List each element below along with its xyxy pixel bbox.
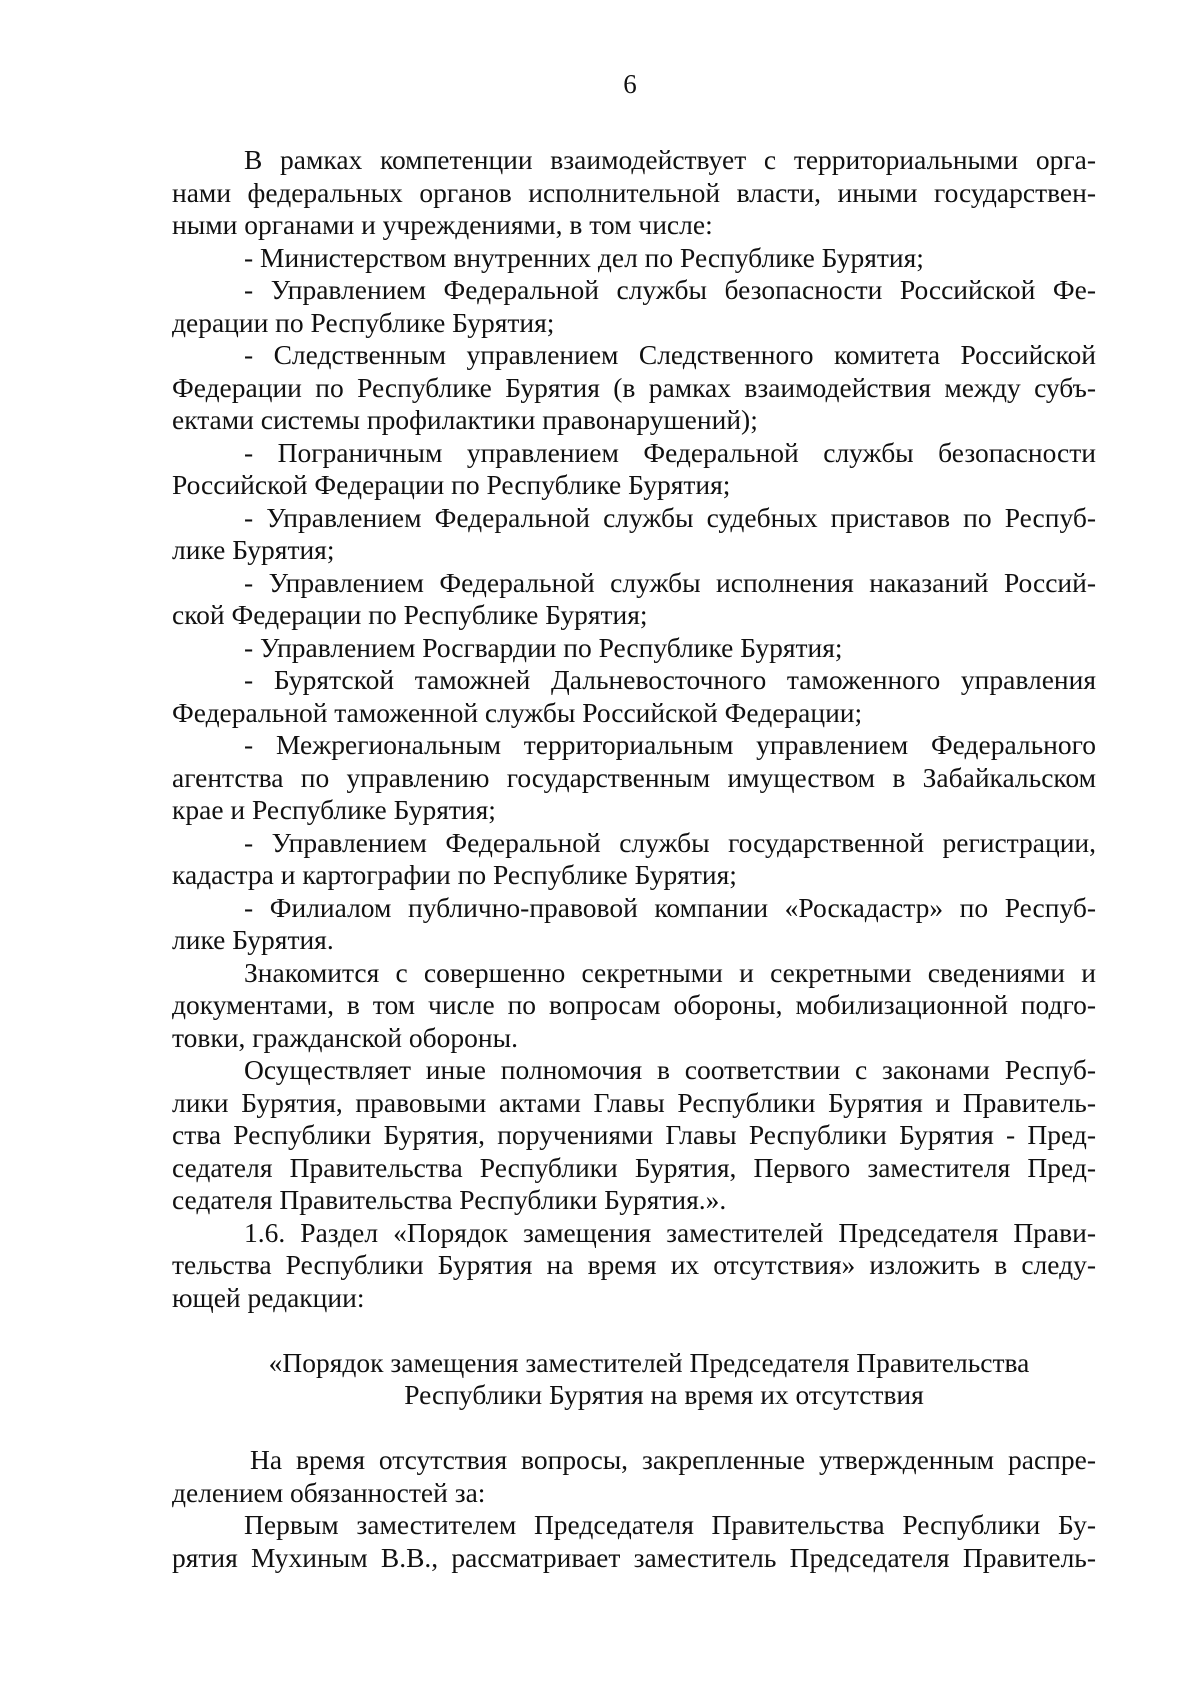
text-line: ской Федерации по Республике Бурятия; — [172, 599, 648, 630]
text-line: ектами системы профилактики правонарушений); — [172, 404, 758, 435]
text-line: седателя Правительства Республики Бурятия, Первого заместителя Пред- — [172, 1151, 1096, 1183]
text-line: ными органами и учреждениями, в том числе: — [172, 209, 713, 240]
section-title-line: Республики Бурятия на время их отсутствия — [404, 1379, 924, 1410]
page-number: 6 — [623, 69, 637, 99]
text-line: рятия Мухиным В.В., рассматривает заместитель Председателя Правитель- — [172, 1541, 1096, 1573]
list-item: - Филиалом публично-правовой компании «Роскадастр» по Респуб- — [244, 891, 1096, 923]
text-line: ства Республики Бурятия, поручениями Главы Республики Бурятия - Пред- — [172, 1119, 1096, 1150]
text-line: товки, гражданской обороны. — [172, 1021, 518, 1053]
text-line: лике Бурятия; — [172, 534, 335, 565]
spacer — [172, 1314, 1096, 1347]
text-line: агентства по управлению государственным имуществом в Забайкальском — [172, 761, 1096, 793]
text-line: Российской Федерации по Республике Бурятия; — [172, 469, 731, 500]
text-line: нами федеральных органов исполнительной власти, иными государствен- — [172, 176, 1096, 208]
list-item: - Управлением Федеральной службы государственной регистрации, — [244, 826, 1096, 858]
section-title-line: «Порядок замещения заместителей Председателя Правительства — [268, 1346, 1030, 1378]
text-line: дерации по Республике Бурятия; — [172, 306, 555, 338]
text-line: лике Бурятия. — [172, 924, 334, 955]
text-line: ющей редакции: — [172, 1281, 365, 1313]
text-line: Первым заместителем Председателя Правительства Республики Бу- — [244, 1509, 1096, 1540]
list-item: - Следственным управлением Следственного комитета Российской — [244, 339, 1096, 370]
text-line: лики Бурятия, правовыми актами Главы Республики Бурятия и Правитель- — [172, 1086, 1096, 1118]
text-line: На время отсутствия вопросы, закрепленные утвержденным распре- — [250, 1444, 1096, 1475]
text-line: документами, в том числе по вопросам обороны, мобилизационной подго- — [172, 989, 1096, 1020]
text-line: крае и Республике Бурятия; — [172, 794, 496, 825]
list-item: - Управлением Федеральной службы исполнения наказаний Россий- — [244, 566, 1096, 598]
text-line: Федеральной таможенной службы Российской Федерации; — [172, 696, 863, 728]
text-line: тельства Республики Бурятия на время их отсутствия» изложить в следу- — [172, 1249, 1096, 1280]
list-item: - Управлением Федеральной службы безопасности Российской Фе- — [244, 274, 1096, 305]
list-item: - Управлением Росгвардии по Республике Бурятия; — [244, 631, 843, 663]
list-item: - Министерством внутренних дел по Республике Бурятия; — [244, 241, 924, 273]
text-line: делением обязанностей за: — [172, 1476, 486, 1508]
text-line: седателя Правительства Республики Бурятия.». — [172, 1184, 727, 1215]
text-line: кадастра и картографии по Республике Бурятия; — [172, 859, 737, 890]
text-line: Федерации по Республике Бурятия (в рамках взаимодействия между субъ- — [172, 371, 1096, 403]
text-line: Осуществляет иные полномочия в соответствии с законами Респуб- — [244, 1054, 1096, 1085]
text-line: В рамках компетенции взаимодействует с территориальными орга- — [244, 144, 1096, 175]
list-item: - Пограничным управлением Федеральной службы безопасности — [244, 436, 1096, 468]
text-line: 1.6. Раздел «Порядок замещения заместителей Председателя Прави- — [244, 1216, 1096, 1248]
list-item: - Бурятской таможней Дальневосточного таможенного управления — [244, 664, 1096, 695]
document-body — [172, 144, 1096, 1574]
spacer — [172, 1412, 1096, 1445]
list-item: - Управлением Федеральной службы судебных приставов по Респуб- — [244, 501, 1096, 533]
text-line: Знакомится с совершенно секретными и секретными сведениями и — [244, 956, 1096, 988]
list-item: - Межрегиональным территориальным управлением Федерального — [244, 729, 1096, 760]
